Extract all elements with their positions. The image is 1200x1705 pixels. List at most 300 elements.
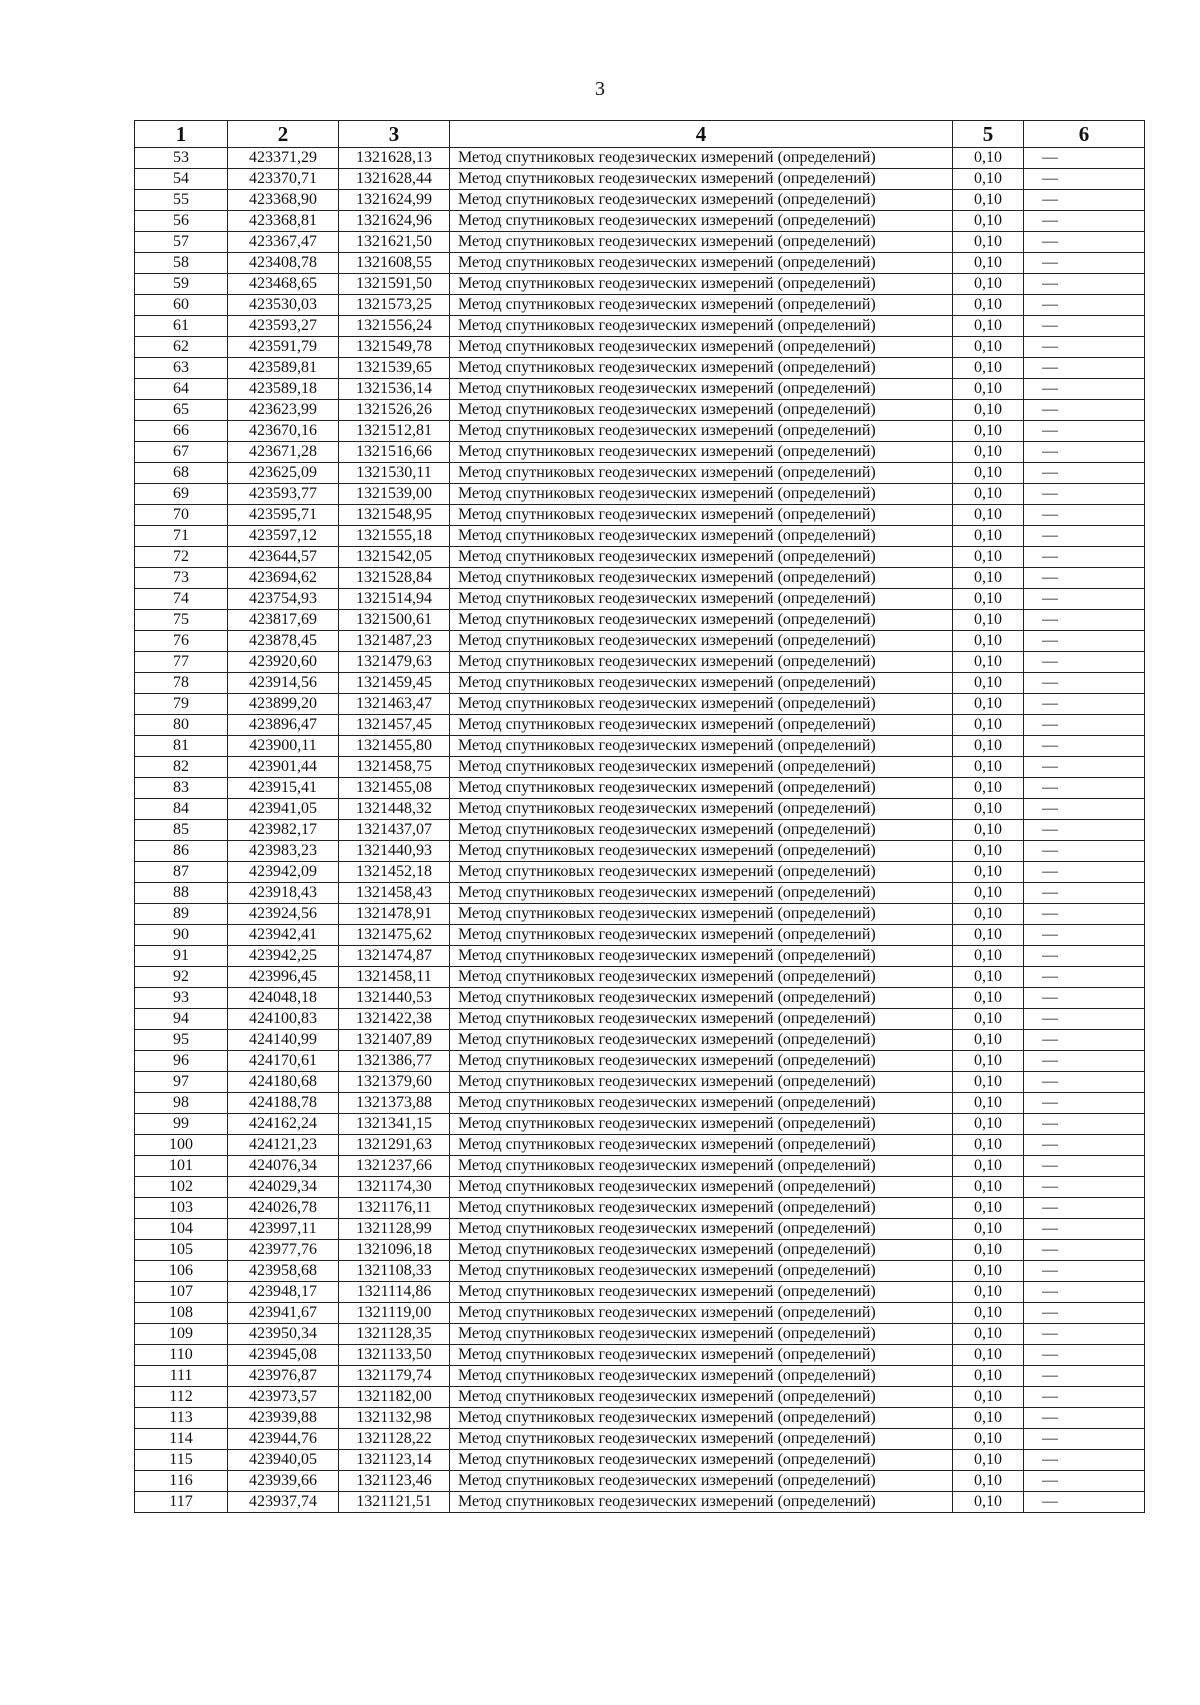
accuracy-cell: 0,10: [953, 1177, 1024, 1198]
method-cell: Метод спутниковых геодезических измерений (определений): [450, 484, 953, 505]
method-cell: Метод спутниковых геодезических измерений (определений): [450, 463, 953, 484]
note-cell: —: [1024, 1135, 1145, 1156]
point-number-cell: 64: [135, 379, 228, 400]
y-coordinate-cell: 1321448,32: [339, 799, 450, 820]
method-cell: Метод спутниковых геодезических измерений (определений): [450, 232, 953, 253]
point-number-cell: 86: [135, 841, 228, 862]
note-cell: —: [1024, 484, 1145, 505]
point-number-cell: 87: [135, 862, 228, 883]
point-number-cell: 85: [135, 820, 228, 841]
point-number-cell: 62: [135, 337, 228, 358]
column-header-4: 4: [450, 121, 953, 148]
table-row: [135, 421, 1145, 442]
point-number-cell: 60: [135, 295, 228, 316]
method-cell: Метод спутниковых геодезических измерений (определений): [450, 358, 953, 379]
page-number: 3: [595, 78, 605, 100]
note-cell: —: [1024, 1051, 1145, 1072]
table-row: [135, 1387, 1145, 1408]
point-number-cell: 111: [135, 1366, 228, 1387]
note-cell: —: [1024, 1387, 1145, 1408]
accuracy-cell: 0,10: [953, 1408, 1024, 1429]
method-cell: Метод спутниковых геодезических измерений (определений): [450, 379, 953, 400]
table-row: [135, 526, 1145, 547]
accuracy-cell: 0,10: [953, 295, 1024, 316]
y-coordinate-cell: 1321573,25: [339, 295, 450, 316]
y-coordinate-cell: 1321458,43: [339, 883, 450, 904]
y-coordinate-cell: 1321437,07: [339, 820, 450, 841]
x-coordinate-cell: 424029,34: [228, 1177, 339, 1198]
method-cell: Метод спутниковых геодезических измерений (определений): [450, 946, 953, 967]
point-number-cell: 88: [135, 883, 228, 904]
x-coordinate-cell: 423368,90: [228, 190, 339, 211]
method-cell: Метод спутниковых геодезических измерений (определений): [450, 799, 953, 820]
accuracy-cell: 0,10: [953, 757, 1024, 778]
column-header-2: 2: [228, 121, 339, 148]
y-coordinate-cell: 1321555,18: [339, 526, 450, 547]
accuracy-cell: 0,10: [953, 652, 1024, 673]
accuracy-cell: 0,10: [953, 1009, 1024, 1030]
note-cell: —: [1024, 505, 1145, 526]
method-cell: Метод спутниковых геодезических измерений (определений): [450, 925, 953, 946]
table-row: [135, 1051, 1145, 1072]
point-number-cell: 103: [135, 1198, 228, 1219]
y-coordinate-cell: 1321422,38: [339, 1009, 450, 1030]
point-number-cell: 114: [135, 1429, 228, 1450]
method-cell: Метод спутниковых геодезических измерений (определений): [450, 1072, 953, 1093]
method-cell: Метод спутниковых геодезических измерений (определений): [450, 526, 953, 547]
y-coordinate-cell: 1321548,95: [339, 505, 450, 526]
y-coordinate-cell: 1321440,53: [339, 988, 450, 1009]
note-cell: —: [1024, 925, 1145, 946]
x-coordinate-cell: 423370,71: [228, 169, 339, 190]
y-coordinate-cell: 1321516,66: [339, 442, 450, 463]
method-cell: Метод спутниковых геодезических измерений (определений): [450, 862, 953, 883]
table-row: [135, 169, 1145, 190]
table-row: [135, 988, 1145, 1009]
table-row: [135, 337, 1145, 358]
point-number-cell: 68: [135, 463, 228, 484]
note-cell: —: [1024, 526, 1145, 547]
table-row: [135, 799, 1145, 820]
method-cell: Метод спутниковых геодезических измерений (определений): [450, 1135, 953, 1156]
point-number-cell: 110: [135, 1345, 228, 1366]
accuracy-cell: 0,10: [953, 631, 1024, 652]
method-cell: Метод спутниковых геодезических измерений (определений): [450, 1093, 953, 1114]
note-cell: —: [1024, 1198, 1145, 1219]
method-cell: Метод спутниковых геодезических измерений (определений): [450, 1345, 953, 1366]
method-cell: Метод спутниковых геодезических измерений (определений): [450, 631, 953, 652]
y-coordinate-cell: 1321108,33: [339, 1261, 450, 1282]
table-row: [135, 1177, 1145, 1198]
x-coordinate-cell: 423878,45: [228, 631, 339, 652]
point-number-cell: 76: [135, 631, 228, 652]
accuracy-cell: 0,10: [953, 337, 1024, 358]
method-cell: Метод спутниковых геодезических измерений (определений): [450, 169, 953, 190]
table-row: [135, 1198, 1145, 1219]
note-cell: —: [1024, 1429, 1145, 1450]
note-cell: —: [1024, 1030, 1145, 1051]
accuracy-cell: 0,10: [953, 253, 1024, 274]
y-coordinate-cell: 1321474,87: [339, 946, 450, 967]
method-cell: Метод спутниковых геодезических измерений (определений): [450, 1387, 953, 1408]
accuracy-cell: 0,10: [953, 1471, 1024, 1492]
accuracy-cell: 0,10: [953, 1303, 1024, 1324]
accuracy-cell: 0,10: [953, 232, 1024, 253]
point-number-cell: 91: [135, 946, 228, 967]
note-cell: —: [1024, 463, 1145, 484]
note-cell: —: [1024, 1303, 1145, 1324]
x-coordinate-cell: 423670,16: [228, 421, 339, 442]
point-number-cell: 98: [135, 1093, 228, 1114]
x-coordinate-cell: 424180,68: [228, 1072, 339, 1093]
y-coordinate-cell: 1321628,13: [339, 148, 450, 169]
point-number-cell: 66: [135, 421, 228, 442]
y-coordinate-cell: 1321452,18: [339, 862, 450, 883]
accuracy-cell: 0,10: [953, 715, 1024, 736]
method-cell: Метод спутниковых геодезических измерений (определений): [450, 421, 953, 442]
x-coordinate-cell: 424140,99: [228, 1030, 339, 1051]
method-cell: Метод спутниковых геодезических измерений (определений): [450, 1471, 953, 1492]
note-cell: —: [1024, 337, 1145, 358]
accuracy-cell: 0,10: [953, 1156, 1024, 1177]
point-number-cell: 67: [135, 442, 228, 463]
table-body: [135, 148, 1145, 1513]
method-cell: Метод спутниковых геодезических измерений (определений): [450, 1240, 953, 1261]
y-coordinate-cell: 1321628,44: [339, 169, 450, 190]
point-number-cell: 83: [135, 778, 228, 799]
y-coordinate-cell: 1321440,93: [339, 841, 450, 862]
method-cell: Метод спутниковых геодезических измерений (определений): [450, 316, 953, 337]
x-coordinate-cell: 423937,74: [228, 1492, 339, 1513]
accuracy-cell: 0,10: [953, 484, 1024, 505]
note-cell: —: [1024, 358, 1145, 379]
note-cell: —: [1024, 820, 1145, 841]
table-row: [135, 1345, 1145, 1366]
table-row: [135, 1240, 1145, 1261]
accuracy-cell: 0,10: [953, 925, 1024, 946]
point-number-cell: 106: [135, 1261, 228, 1282]
point-number-cell: 55: [135, 190, 228, 211]
x-coordinate-cell: 423671,28: [228, 442, 339, 463]
accuracy-cell: 0,10: [953, 1261, 1024, 1282]
note-cell: —: [1024, 442, 1145, 463]
table-row: [135, 253, 1145, 274]
note-cell: —: [1024, 694, 1145, 715]
table-row: [135, 1303, 1145, 1324]
y-coordinate-cell: 1321128,99: [339, 1219, 450, 1240]
table-row: [135, 1492, 1145, 1513]
method-cell: Метод спутниковых геодезических измерений (определений): [450, 1303, 953, 1324]
point-number-cell: 73: [135, 568, 228, 589]
table-row: [135, 1135, 1145, 1156]
note-cell: —: [1024, 316, 1145, 337]
y-coordinate-cell: 1321237,66: [339, 1156, 450, 1177]
point-number-cell: 105: [135, 1240, 228, 1261]
note-cell: —: [1024, 673, 1145, 694]
method-cell: Метод спутниковых геодезических измерений (определений): [450, 652, 953, 673]
note-cell: —: [1024, 1324, 1145, 1345]
note-cell: —: [1024, 379, 1145, 400]
method-cell: Метод спутниковых геодезических измерений (определений): [450, 736, 953, 757]
table-row: [135, 442, 1145, 463]
accuracy-cell: 0,10: [953, 1198, 1024, 1219]
note-cell: —: [1024, 421, 1145, 442]
y-coordinate-cell: 1321119,00: [339, 1303, 450, 1324]
method-cell: Метод спутниковых геодезических измерений (определений): [450, 211, 953, 232]
accuracy-cell: 0,10: [953, 1114, 1024, 1135]
note-cell: —: [1024, 1366, 1145, 1387]
y-coordinate-cell: 1321176,11: [339, 1198, 450, 1219]
table-row: [135, 925, 1145, 946]
point-number-cell: 112: [135, 1387, 228, 1408]
table-row: [135, 1009, 1145, 1030]
method-cell: Метод спутниковых геодезических измерений (определений): [450, 295, 953, 316]
y-coordinate-cell: 1321479,63: [339, 652, 450, 673]
accuracy-cell: 0,10: [953, 1135, 1024, 1156]
y-coordinate-cell: 1321536,14: [339, 379, 450, 400]
table-row: [135, 1429, 1145, 1450]
x-coordinate-cell: 423914,56: [228, 673, 339, 694]
table-row: [135, 652, 1145, 673]
table-row: [135, 1219, 1145, 1240]
x-coordinate-cell: 423924,56: [228, 904, 339, 925]
x-coordinate-cell: 423945,08: [228, 1345, 339, 1366]
y-coordinate-cell: 1321624,96: [339, 211, 450, 232]
method-cell: Метод спутниковых геодезических измерений (определений): [450, 505, 953, 526]
y-coordinate-cell: 1321514,94: [339, 589, 450, 610]
accuracy-cell: 0,10: [953, 1282, 1024, 1303]
table-row: [135, 211, 1145, 232]
accuracy-cell: 0,10: [953, 862, 1024, 883]
y-coordinate-cell: 1321132,98: [339, 1408, 450, 1429]
note-cell: —: [1024, 190, 1145, 211]
x-coordinate-cell: 423918,43: [228, 883, 339, 904]
accuracy-cell: 0,10: [953, 1324, 1024, 1345]
point-number-cell: 79: [135, 694, 228, 715]
accuracy-cell: 0,10: [953, 190, 1024, 211]
note-cell: —: [1024, 1156, 1145, 1177]
accuracy-cell: 0,10: [953, 610, 1024, 631]
x-coordinate-cell: 423468,65: [228, 274, 339, 295]
method-cell: Метод спутниковых геодезических измерений (определений): [450, 400, 953, 421]
table-row: [135, 967, 1145, 988]
y-coordinate-cell: 1321179,74: [339, 1366, 450, 1387]
column-header-3: 3: [339, 121, 450, 148]
note-cell: —: [1024, 1492, 1145, 1513]
note-cell: —: [1024, 631, 1145, 652]
y-coordinate-cell: 1321123,14: [339, 1450, 450, 1471]
x-coordinate-cell: 423942,09: [228, 862, 339, 883]
table-row: [135, 379, 1145, 400]
x-coordinate-cell: 423939,88: [228, 1408, 339, 1429]
note-cell: —: [1024, 568, 1145, 589]
point-number-cell: 63: [135, 358, 228, 379]
method-cell: Метод спутниковых геодезических измерений (определений): [450, 589, 953, 610]
accuracy-cell: 0,10: [953, 316, 1024, 337]
table-row: [135, 232, 1145, 253]
y-coordinate-cell: 1321182,00: [339, 1387, 450, 1408]
method-cell: Метод спутниковых геодезических измерений (определений): [450, 1282, 953, 1303]
point-number-cell: 72: [135, 547, 228, 568]
note-cell: —: [1024, 736, 1145, 757]
note-cell: —: [1024, 1072, 1145, 1093]
point-number-cell: 78: [135, 673, 228, 694]
note-cell: —: [1024, 610, 1145, 631]
table-row: [135, 631, 1145, 652]
method-cell: Метод спутниковых геодезических измерений (определений): [450, 1324, 953, 1345]
accuracy-cell: 0,10: [953, 1366, 1024, 1387]
point-number-cell: 61: [135, 316, 228, 337]
accuracy-cell: 0,10: [953, 547, 1024, 568]
x-coordinate-cell: 423623,99: [228, 400, 339, 421]
method-cell: Метод спутниковых геодезических измерений (определений): [450, 1177, 953, 1198]
note-cell: —: [1024, 904, 1145, 925]
y-coordinate-cell: 1321386,77: [339, 1051, 450, 1072]
point-number-cell: 113: [135, 1408, 228, 1429]
table-header-row: [135, 121, 1145, 148]
table-row: [135, 568, 1145, 589]
method-cell: Метод спутниковых геодезических измерений (определений): [450, 568, 953, 589]
point-number-cell: 53: [135, 148, 228, 169]
accuracy-cell: 0,10: [953, 1219, 1024, 1240]
x-coordinate-cell: 423941,67: [228, 1303, 339, 1324]
method-cell: Метод спутниковых геодезических измерений (определений): [450, 190, 953, 211]
note-cell: —: [1024, 652, 1145, 673]
y-coordinate-cell: 1321128,22: [339, 1429, 450, 1450]
column-header-1: 1: [135, 121, 228, 148]
note-cell: —: [1024, 1177, 1145, 1198]
x-coordinate-cell: 424026,78: [228, 1198, 339, 1219]
y-coordinate-cell: 1321539,00: [339, 484, 450, 505]
note-cell: —: [1024, 169, 1145, 190]
x-coordinate-cell: 423589,18: [228, 379, 339, 400]
point-number-cell: 77: [135, 652, 228, 673]
method-cell: Метод спутниковых геодезических измерений (определений): [450, 1051, 953, 1072]
x-coordinate-cell: 423754,93: [228, 589, 339, 610]
column-header-5: 5: [953, 121, 1024, 148]
accuracy-cell: 0,10: [953, 1387, 1024, 1408]
table-row: [135, 148, 1145, 169]
note-cell: —: [1024, 253, 1145, 274]
x-coordinate-cell: 423939,66: [228, 1471, 339, 1492]
note-cell: —: [1024, 1261, 1145, 1282]
method-cell: Метод спутниковых геодезических измерений (определений): [450, 1030, 953, 1051]
note-cell: —: [1024, 211, 1145, 232]
method-cell: Метод спутниковых геодезических измерений (определений): [450, 904, 953, 925]
x-coordinate-cell: 423915,41: [228, 778, 339, 799]
accuracy-cell: 0,10: [953, 379, 1024, 400]
accuracy-cell: 0,10: [953, 568, 1024, 589]
table-row: [135, 589, 1145, 610]
y-coordinate-cell: 1321379,60: [339, 1072, 450, 1093]
x-coordinate-cell: 423973,57: [228, 1387, 339, 1408]
method-cell: Метод спутниковых геодезических измерений (определений): [450, 820, 953, 841]
table-row: [135, 190, 1145, 211]
point-number-cell: 117: [135, 1492, 228, 1513]
table-row: [135, 316, 1145, 337]
method-cell: Метод спутниковых геодезических измерений (определений): [450, 757, 953, 778]
y-coordinate-cell: 1321530,11: [339, 463, 450, 484]
method-cell: Метод спутниковых геодезических измерений (определений): [450, 967, 953, 988]
x-coordinate-cell: 423817,69: [228, 610, 339, 631]
accuracy-cell: 0,10: [953, 421, 1024, 442]
note-cell: —: [1024, 400, 1145, 421]
method-cell: Метод спутниковых геодезических измерений (определений): [450, 1156, 953, 1177]
x-coordinate-cell: 423371,29: [228, 148, 339, 169]
accuracy-cell: 0,10: [953, 1450, 1024, 1471]
point-number-cell: 96: [135, 1051, 228, 1072]
method-cell: Метод спутниковых геодезических измерений (определений): [450, 778, 953, 799]
x-coordinate-cell: 423368,81: [228, 211, 339, 232]
note-cell: —: [1024, 274, 1145, 295]
y-coordinate-cell: 1321487,23: [339, 631, 450, 652]
accuracy-cell: 0,10: [953, 505, 1024, 526]
accuracy-cell: 0,10: [953, 1051, 1024, 1072]
x-coordinate-cell: 423367,47: [228, 232, 339, 253]
x-coordinate-cell: 423948,17: [228, 1282, 339, 1303]
note-cell: —: [1024, 1408, 1145, 1429]
table-row: [135, 904, 1145, 925]
x-coordinate-cell: 423597,12: [228, 526, 339, 547]
table-row: [135, 463, 1145, 484]
table-row: [135, 946, 1145, 967]
accuracy-cell: 0,10: [953, 1429, 1024, 1450]
point-number-cell: 99: [135, 1114, 228, 1135]
table-row: [135, 757, 1145, 778]
method-cell: Метод спутниковых геодезических измерений (определений): [450, 337, 953, 358]
y-coordinate-cell: 1321458,11: [339, 967, 450, 988]
y-coordinate-cell: 1321478,91: [339, 904, 450, 925]
note-cell: —: [1024, 715, 1145, 736]
note-cell: —: [1024, 967, 1145, 988]
x-coordinate-cell: 423982,17: [228, 820, 339, 841]
table-row: [135, 883, 1145, 904]
point-number-cell: 57: [135, 232, 228, 253]
point-number-cell: 81: [135, 736, 228, 757]
point-number-cell: 59: [135, 274, 228, 295]
x-coordinate-cell: 423920,60: [228, 652, 339, 673]
accuracy-cell: 0,10: [953, 967, 1024, 988]
x-coordinate-cell: 423996,45: [228, 967, 339, 988]
x-coordinate-cell: 423976,87: [228, 1366, 339, 1387]
y-coordinate-cell: 1321526,26: [339, 400, 450, 421]
x-coordinate-cell: 424100,83: [228, 1009, 339, 1030]
x-coordinate-cell: 423644,57: [228, 547, 339, 568]
table-row: [135, 1072, 1145, 1093]
note-cell: —: [1024, 841, 1145, 862]
method-cell: Метод спутниковых геодезических измерений (определений): [450, 673, 953, 694]
note-cell: —: [1024, 232, 1145, 253]
accuracy-cell: 0,10: [953, 211, 1024, 232]
x-coordinate-cell: 423625,09: [228, 463, 339, 484]
table-row: [135, 1093, 1145, 1114]
method-cell: Метод спутниковых геодезических измерений (определений): [450, 1198, 953, 1219]
y-coordinate-cell: 1321096,18: [339, 1240, 450, 1261]
accuracy-cell: 0,10: [953, 946, 1024, 967]
point-number-cell: 116: [135, 1471, 228, 1492]
note-cell: —: [1024, 757, 1145, 778]
y-coordinate-cell: 1321459,45: [339, 673, 450, 694]
note-cell: —: [1024, 148, 1145, 169]
table-row: [135, 484, 1145, 505]
table-row: [135, 295, 1145, 316]
point-number-cell: 115: [135, 1450, 228, 1471]
y-coordinate-cell: 1321475,62: [339, 925, 450, 946]
x-coordinate-cell: 424048,18: [228, 988, 339, 1009]
y-coordinate-cell: 1321528,84: [339, 568, 450, 589]
point-number-cell: 101: [135, 1156, 228, 1177]
x-coordinate-cell: 424188,78: [228, 1093, 339, 1114]
